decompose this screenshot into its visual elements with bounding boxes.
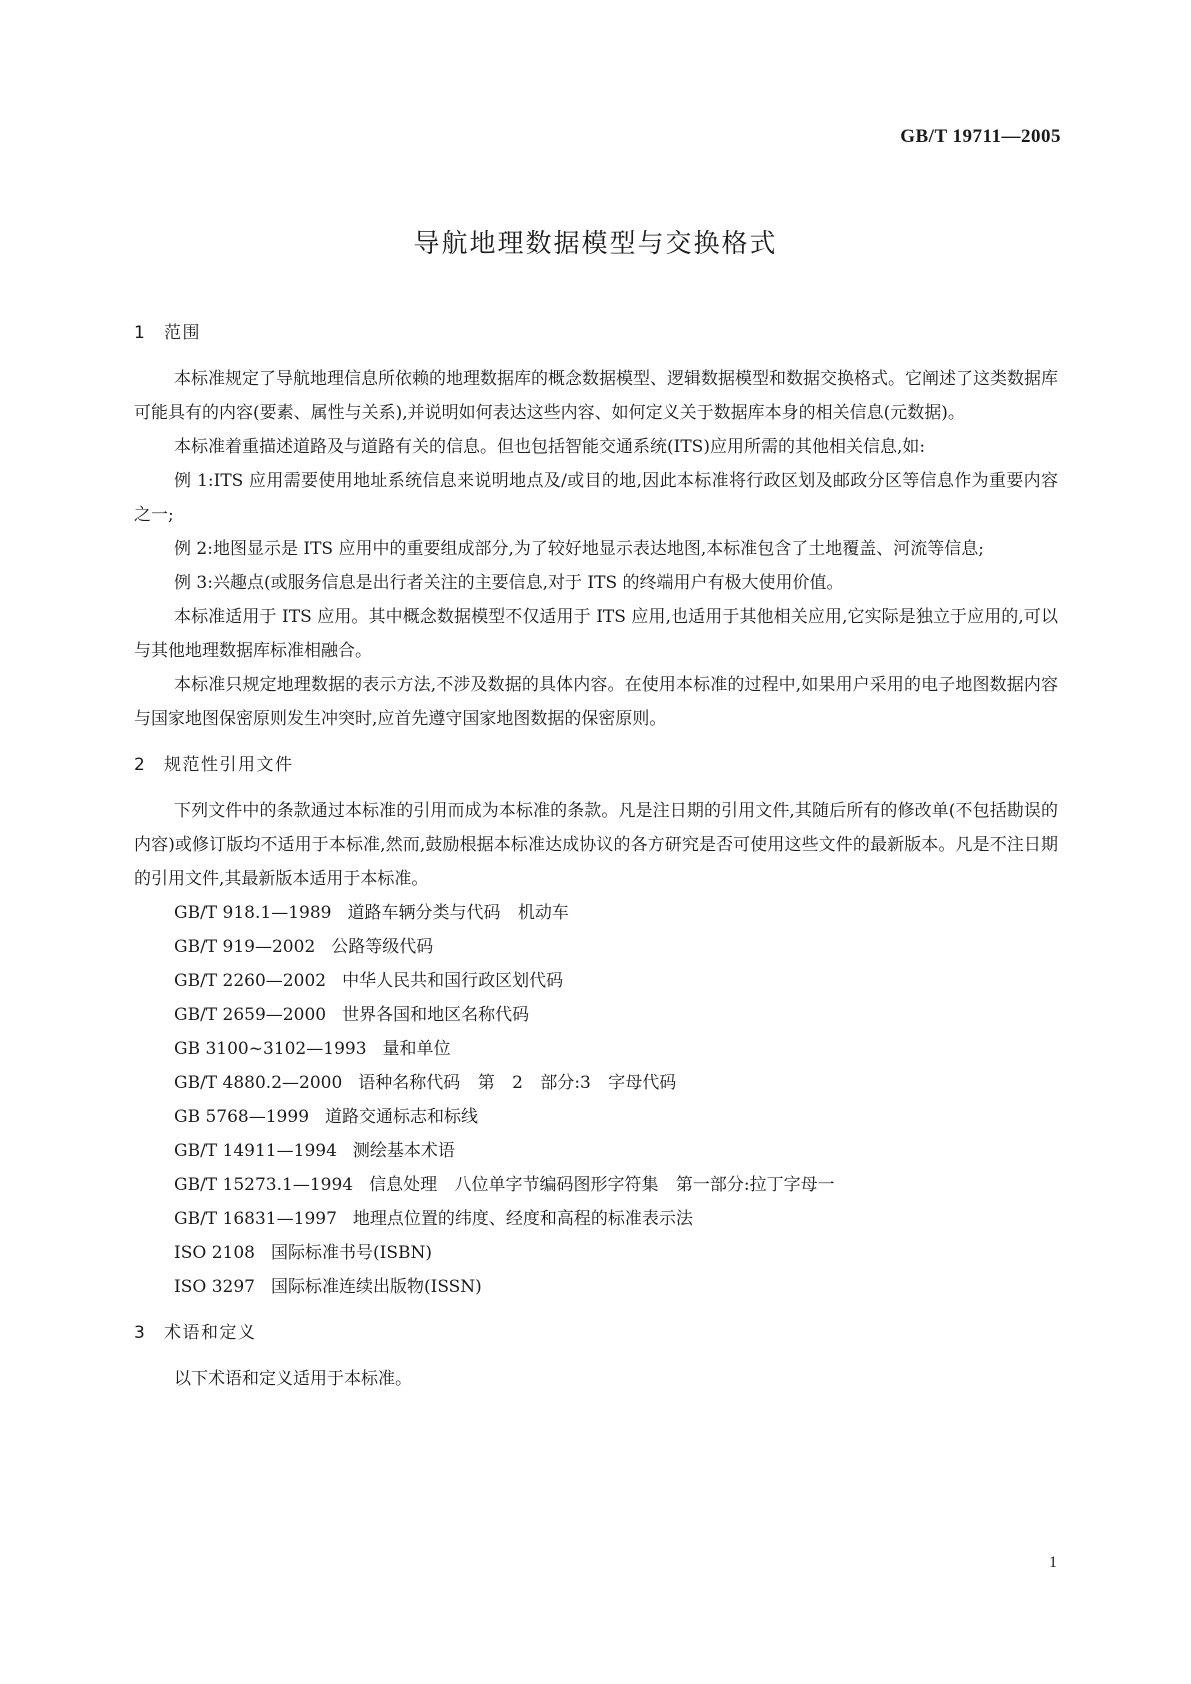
reference-title: 公路等级代码: [331, 937, 434, 957]
section-scope: [134, 318, 1058, 736]
reference-item: [134, 998, 1058, 1032]
reference-code: GB/T 14911—1994: [174, 1141, 337, 1161]
reference-title: 地理点位置的纬度、经度和高程的标准表示法: [352, 1209, 693, 1229]
reference-item: [134, 964, 1058, 998]
reference-title: 道路交通标志和标线: [325, 1107, 479, 1127]
reference-code: ISO 3297: [174, 1277, 255, 1297]
paragraph: 下列文件中的条款通过本标准的引用而成为本标准的条款。凡是注日期的引用文件,其随后所有的修改单(不包括勘误的内容)或修订版均不适用于本标准,然而,鼓励根据本标准达成协议的各方研究是否可使用这些文件的最新版本。凡是不注日期的引用文件,其最新版本适用于本标准。: [134, 801, 1058, 889]
reference-item: [134, 1236, 1058, 1270]
reference-item: [134, 896, 1058, 930]
paragraph: 本标准规定了导航地理信息所依赖的地理数据库的概念数据模型、逻辑数据模型和数据交换格式。它阐述了这类数据库可能具有的内容(要素、属性与关系),并说明如何表达这些内容、如何定义关于数据库本身的相关信息(元数据)。: [134, 369, 1058, 423]
reference-code: GB 5768—1999: [174, 1107, 310, 1127]
reference-code: GB/T 15273.1—1994: [174, 1175, 354, 1195]
section-heading: [134, 318, 1058, 348]
section-title: 术语和定义: [164, 1323, 257, 1343]
reference-code: GB/T 16831—1997: [174, 1209, 337, 1229]
reference-code: GB 3100~3102—1993: [174, 1039, 367, 1059]
section-number: 2: [134, 755, 145, 775]
document-body: [134, 318, 1058, 1396]
reference-title: 道路车辆分类与代码 机动车: [347, 903, 569, 923]
paragraph: 本标准着重描述道路及与道路有关的信息。但也包括智能交通系统(ITS)应用所需的其他相关信息,如:: [174, 437, 926, 457]
reference-item: [134, 930, 1058, 964]
document-title: 导航地理数据模型与交换格式: [413, 229, 778, 259]
reference-title: 测绘基本术语: [352, 1141, 455, 1161]
standard-code: GB/T 19711—2005: [900, 126, 1061, 147]
reference-title: 世界各国和地区名称代码: [342, 1005, 530, 1025]
reference-title: 语种名称代码 第 2 部分:3 字母代码: [358, 1073, 677, 1093]
reference-code: GB/T 919—2002: [174, 937, 316, 957]
reference-item: [134, 1032, 1058, 1066]
page-number: 1: [1049, 1554, 1057, 1571]
paragraph: 本标准适用于 ITS 应用。其中概念数据模型不仅适用于 ITS 应用,也适用于其他相关应用,它实际是独立于应用的,可以与其他地理数据库标准相融合。: [134, 607, 1058, 661]
reference-code: GB/T 2659—2000: [174, 1005, 327, 1025]
reference-item: [134, 1270, 1058, 1304]
paragraph: 例 3:兴趣点(或服务信息是出行者关注的主要信息,对于 ITS 的终端用户有极大使用价值。: [174, 573, 844, 593]
reference-title: 国际标准书号(ISBN): [270, 1243, 432, 1263]
paragraph: 本标准只规定地理数据的表示方法,不涉及数据的具体内容。在使用本标准的过程中,如果用户采用的电子地图数据内容与国家地图保密原则发生冲突时,应首先遵守国家地图数据的保密原则。: [134, 675, 1058, 729]
section-title: 范围: [164, 323, 201, 343]
reference-title: 信息处理 八位单字节编码图形字符集 第一部分:拉丁字母一: [369, 1175, 835, 1195]
reference-code: GB/T 4880.2—2000: [174, 1073, 343, 1093]
reference-item: [134, 1100, 1058, 1134]
reference-code: ISO 2108: [174, 1243, 255, 1263]
section-number: 3: [134, 1323, 145, 1343]
reference-code: GB/T 918.1—1989: [174, 903, 332, 923]
reference-item: [134, 1134, 1058, 1168]
reference-code: GB/T 2260—2002: [174, 971, 327, 991]
paragraph: 例 1:ITS 应用需要使用地址系统信息来说明地点及/或目的地,因此本标准将行政区划及邮政分区等信息作为重要内容之一;: [134, 471, 1058, 525]
paragraph: 例 2:地图显示是 ITS 应用中的重要组成部分,为了较好地显示表达地图,本标准包含了土地覆盖、河流等信息;: [174, 539, 984, 559]
section-number: 1: [134, 323, 145, 343]
section-heading: [134, 750, 1058, 780]
paragraph: 以下术语和定义适用于本标准。: [174, 1369, 412, 1389]
reference-title: 中华人民共和国行政区划代码: [342, 971, 564, 991]
reference-item: [134, 1168, 1058, 1202]
section-normative-references: [134, 750, 1058, 1304]
reference-list: [134, 896, 1058, 1304]
section-terms-and-definitions: [134, 1318, 1058, 1396]
section-title: 规范性引用文件: [164, 755, 294, 775]
reference-title: 量和单位: [382, 1039, 451, 1059]
section-heading: [134, 1318, 1058, 1348]
reference-title: 国际标准连续出版物(ISSN): [270, 1277, 482, 1297]
reference-item: [134, 1202, 1058, 1236]
reference-item: [134, 1066, 1058, 1100]
